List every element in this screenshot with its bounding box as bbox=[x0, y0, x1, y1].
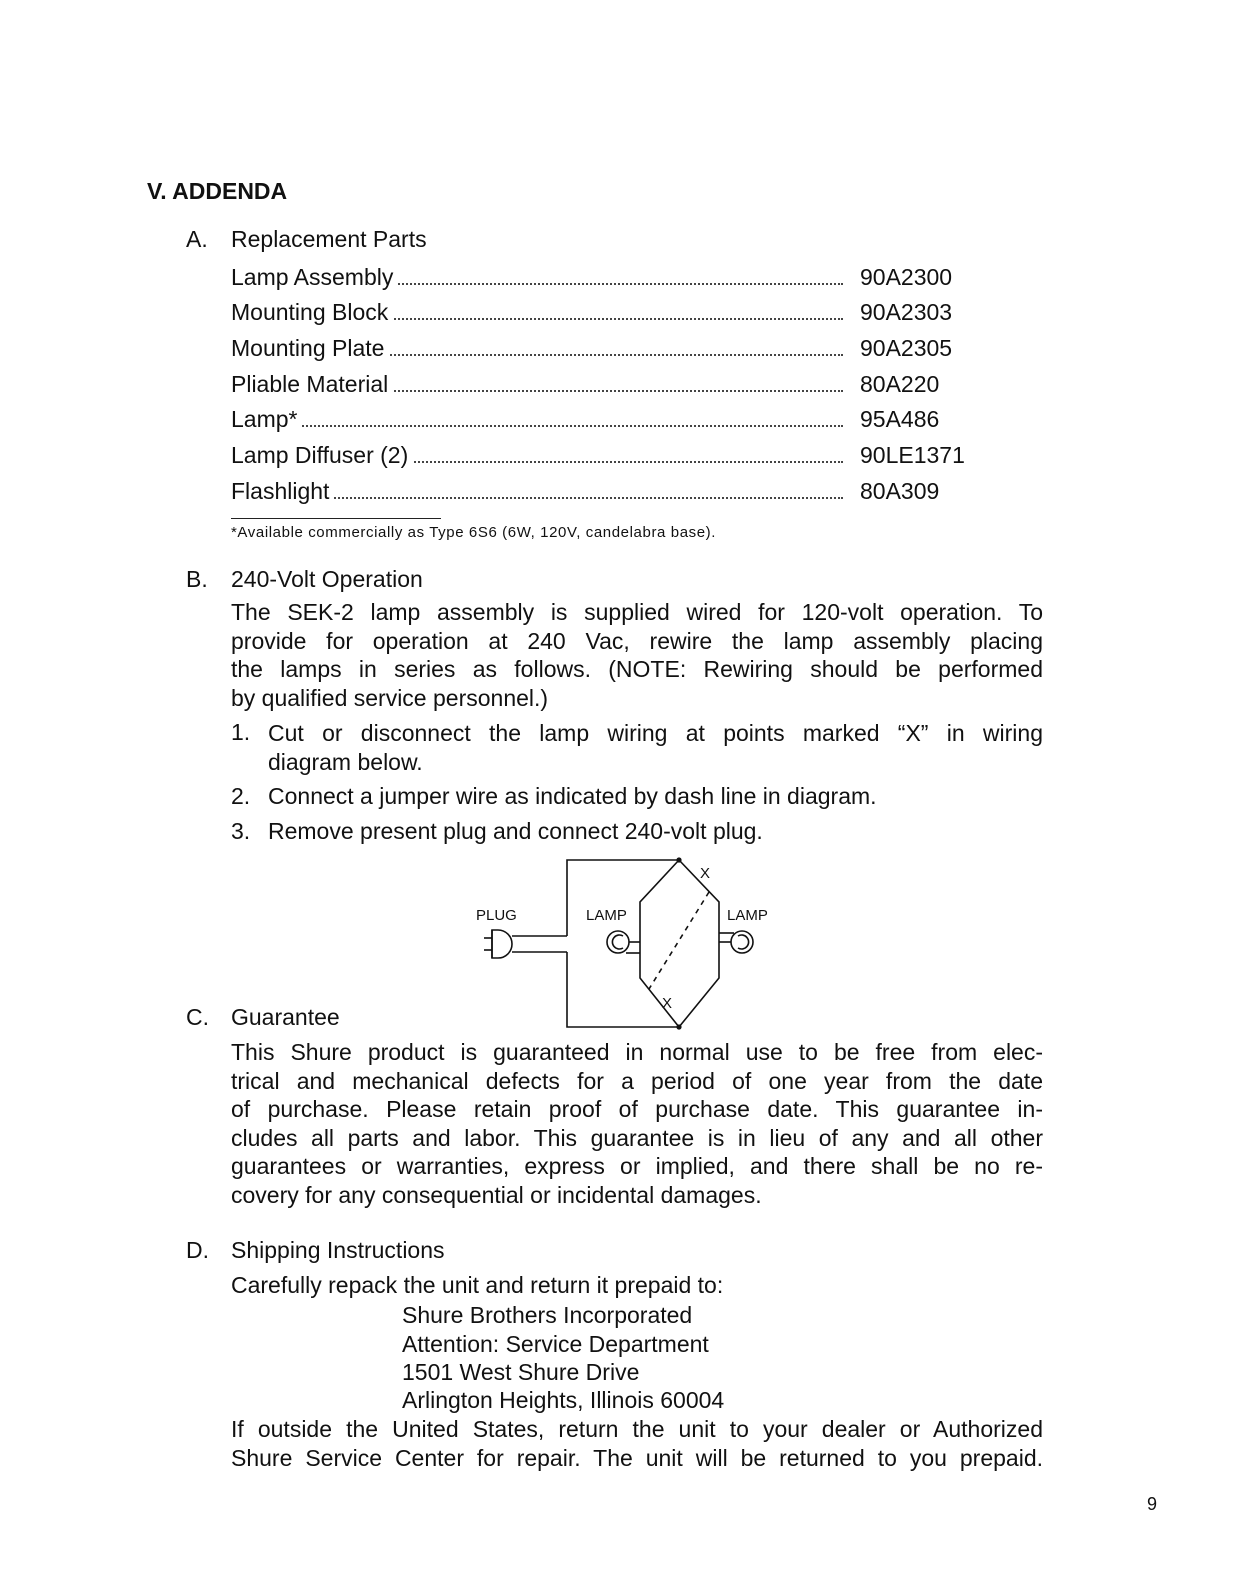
operation-paragraph bbox=[231, 598, 1043, 712]
part-number: 90A2300 bbox=[860, 264, 953, 290]
part-name: Lamp Assembly bbox=[231, 264, 397, 291]
paragraph-line: If outside the United States, return the unit to your dealer or Authorized bbox=[231, 1416, 1043, 1442]
cut-mark-bottom: X bbox=[662, 995, 673, 1012]
shipping-heading: Shipping Instructions bbox=[231, 1237, 445, 1263]
parts-row bbox=[231, 264, 971, 294]
parts-row bbox=[231, 371, 971, 401]
step-number: 3. bbox=[231, 818, 251, 844]
part-name: Lamp* bbox=[231, 406, 301, 433]
paragraph-line: Shure Service Center for repair. The unit will be returned to you prepaid. bbox=[231, 1444, 1043, 1471]
shipping-closing bbox=[231, 1415, 1043, 1472]
dot-leader bbox=[231, 425, 843, 427]
shipping-intro: Carefully repack the unit and return it prepaid to: bbox=[231, 1272, 724, 1298]
section-b-letter: B. bbox=[186, 566, 208, 592]
junction-dot bbox=[676, 857, 681, 862]
wiring-diagram bbox=[460, 850, 790, 1040]
part-number: 90A2303 bbox=[860, 299, 953, 325]
paragraph-line: cludes all parts and labor. This guarantee is in lieu of any and all other bbox=[231, 1124, 1043, 1151]
part-name: Lamp Diffuser (2) bbox=[231, 442, 412, 469]
part-number: 80A220 bbox=[860, 371, 940, 397]
parts-row bbox=[231, 299, 971, 329]
step-text bbox=[268, 719, 1043, 777]
part-name: Mounting Plate bbox=[231, 335, 388, 362]
footnote: *Available commercially as Type 6S6 (6W, 120V, candelabra base). bbox=[231, 524, 717, 541]
address-line: 1501 West Shure Drive bbox=[402, 1359, 640, 1385]
junction-dot bbox=[676, 1024, 681, 1029]
step-line: diagram below. bbox=[268, 749, 423, 775]
step-number: 1. bbox=[231, 719, 251, 745]
part-number: 90A2305 bbox=[860, 335, 953, 361]
section-a-letter: A. bbox=[186, 226, 208, 252]
paragraph-line: provide for operation at 240 Vac, rewire the lamp assembly placing bbox=[231, 627, 1043, 654]
paragraph-line: by qualified service personnel.) bbox=[231, 684, 549, 711]
paragraph-line: trical and mechanical defects for a period of one year from the date bbox=[231, 1067, 1043, 1094]
plug-label: PLUG bbox=[476, 907, 517, 924]
paragraph-line: This Shure product is guaranteed in normal use to be free from elec- bbox=[231, 1039, 1043, 1065]
address-line: Arlington Heights, Illinois 60004 bbox=[402, 1387, 725, 1413]
paragraph-line: The SEK-2 lamp assembly is supplied wired for 120-volt operation. To bbox=[231, 599, 1043, 625]
operation-heading: 240-Volt Operation bbox=[231, 566, 423, 592]
section-title: V. ADDENDA bbox=[147, 178, 288, 204]
lamp-left-label: LAMP bbox=[586, 907, 627, 924]
cut-mark-top: X bbox=[700, 865, 711, 882]
left-lamp-wire bbox=[640, 860, 679, 1027]
plug-icon bbox=[484, 930, 512, 958]
footnote-rule bbox=[231, 518, 441, 519]
part-name: Pliable Material bbox=[231, 371, 392, 398]
section-c-letter: C. bbox=[186, 1004, 209, 1030]
lamp-left-icon bbox=[607, 931, 640, 953]
part-name: Mounting Block bbox=[231, 299, 392, 326]
paragraph-line: covery for any consequential or incidental damages. bbox=[231, 1181, 762, 1208]
address-line: Attention: Service Department bbox=[402, 1331, 709, 1357]
parts-row bbox=[231, 442, 971, 472]
lamp-right-icon bbox=[719, 931, 753, 953]
part-number: 95A486 bbox=[860, 406, 940, 432]
guarantee-heading: Guarantee bbox=[231, 1004, 340, 1030]
part-number: 80A309 bbox=[860, 478, 940, 504]
replacement-parts-heading: Replacement Parts bbox=[231, 226, 427, 252]
right-lamp-wire bbox=[679, 860, 719, 1027]
jumper-dash-line bbox=[649, 892, 709, 989]
address-line: Shure Brothers Incorporated bbox=[402, 1302, 693, 1328]
paragraph-line: of purchase. Please retain proof of purchase date. This guarantee in- bbox=[231, 1096, 1043, 1122]
paragraph-line: the lamps in series as follows. (NOTE: Rewiring should be performed bbox=[231, 656, 1043, 682]
parts-row bbox=[231, 478, 971, 508]
step-text: Remove present plug and connect 240-volt plug. bbox=[268, 818, 763, 844]
section-d-letter: D. bbox=[186, 1237, 209, 1263]
page-number: 9 bbox=[1147, 1494, 1158, 1514]
lamp-right-label: LAMP bbox=[727, 907, 768, 924]
part-name: Flashlight bbox=[231, 478, 333, 505]
supply-wire-top bbox=[567, 860, 679, 936]
step-text: Connect a jumper wire as indicated by dash line in diagram. bbox=[268, 783, 877, 809]
step-line: Cut or disconnect the lamp wiring at points marked “X” in wiring bbox=[268, 720, 1043, 746]
parts-row bbox=[231, 406, 971, 436]
paragraph-line: guarantees or warranties, express or implied, and there shall be no re- bbox=[231, 1153, 1043, 1179]
supply-wire-bottom bbox=[567, 952, 679, 1027]
parts-row bbox=[231, 335, 971, 365]
step-number: 2. bbox=[231, 783, 251, 809]
part-number: 90LE1371 bbox=[860, 442, 965, 468]
guarantee-paragraph bbox=[231, 1038, 1043, 1209]
